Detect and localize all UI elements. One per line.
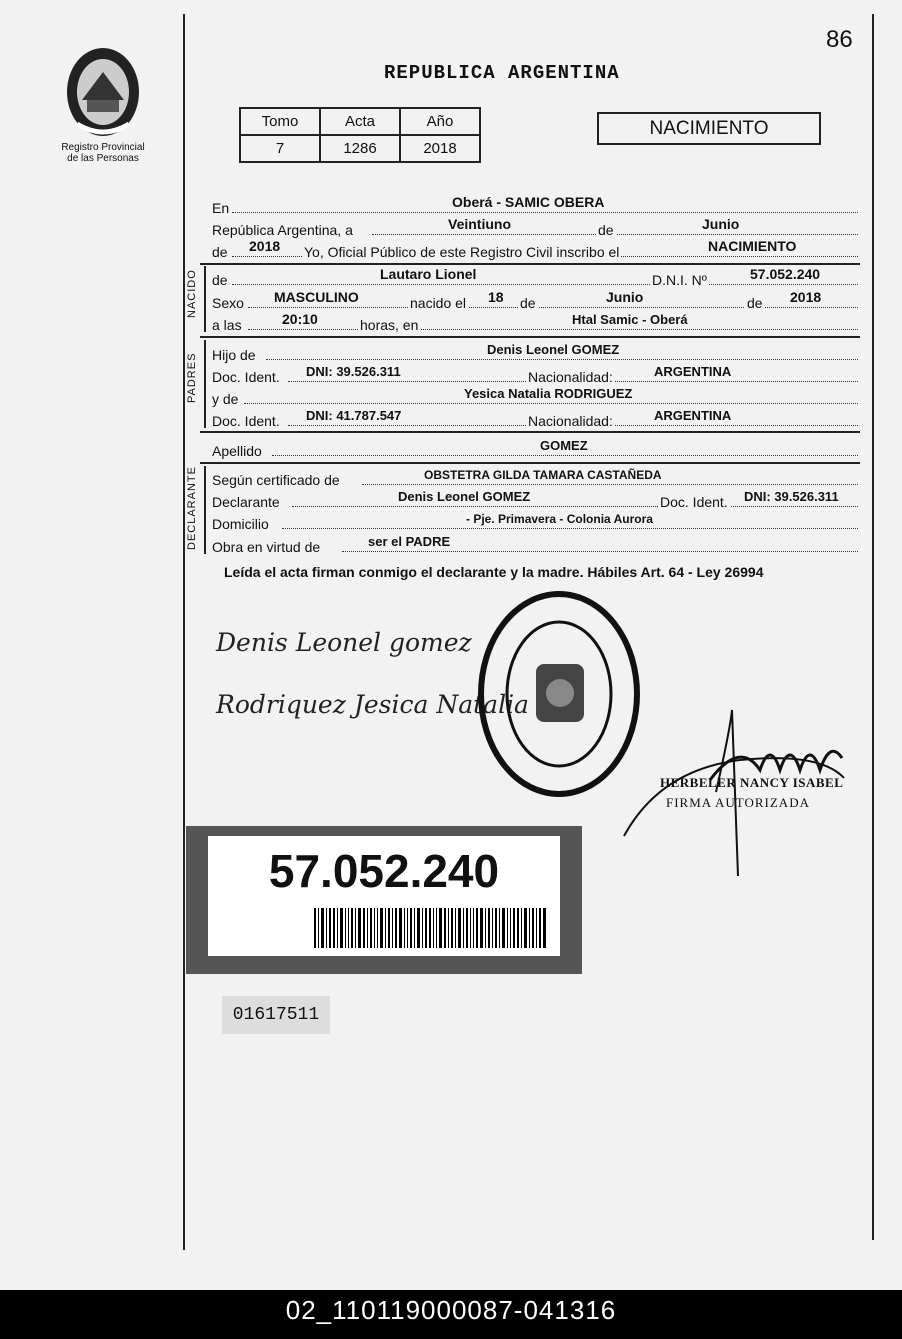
row-date: República Argentina, a Veintiuno de Junio <box>212 218 858 238</box>
divider <box>200 462 860 464</box>
barcode-bar <box>455 908 456 948</box>
serial-number: 01617511 <box>222 996 330 1034</box>
divider <box>200 431 860 433</box>
row-declarant: Declarante Denis Leonel GOMEZ Doc. Ident. DNI: 39.526.311 <box>212 490 858 510</box>
birth-time-value: 20:10 <box>282 311 318 327</box>
birth-day-value: 18 <box>488 289 504 305</box>
mother-nationality-value: ARGENTINA <box>654 408 732 423</box>
barcode-bar <box>345 908 346 948</box>
record-type-box: NACIMIENTO <box>597 112 821 145</box>
side-label-declarante: DECLARANTE <box>186 466 198 550</box>
barcode-bar <box>513 908 515 948</box>
barcode-bar <box>502 908 505 948</box>
side-label-padres: PADRES <box>186 352 198 403</box>
barcode-bar <box>473 908 474 948</box>
barcode-bar <box>543 908 546 948</box>
barcode-bar <box>329 908 331 948</box>
logo-caption: Registro Provincial de las Personas <box>61 142 145 164</box>
value-tomo: 7 <box>240 135 320 162</box>
id-number-label <box>186 826 582 974</box>
official-name: HERBELER NANCY ISABEL <box>660 775 844 790</box>
sex-value: MASCULINO <box>274 289 359 305</box>
id-number: 57.052.240 <box>268 845 500 897</box>
barcode-bar <box>410 908 412 948</box>
by-virtue-value: ser el PADRE <box>368 534 451 549</box>
registry-stamp <box>474 588 644 800</box>
barcode-bar <box>318 908 319 948</box>
barcode-bar <box>370 908 372 948</box>
declarant-dni-value: DNI: 39.526.311 <box>744 489 839 504</box>
barcode-bar <box>399 908 402 948</box>
barcode-bar <box>485 908 486 948</box>
row-address: Domicilio - Pje. Primavera - Colonia Aurora <box>212 512 858 532</box>
row-year: de 2018 Yo, Oficial Público de este Registro Civil inscribo el NACIMIENTO <box>212 240 858 260</box>
document-title: REPUBLICA ARGENTINA <box>384 62 620 84</box>
row-father-name: Hijo de Denis Leonel GOMEZ <box>212 343 858 363</box>
barcode-bar <box>510 908 511 948</box>
year-value: 2018 <box>249 238 281 254</box>
barcode-bar <box>314 908 316 948</box>
barcode-bar <box>425 908 427 948</box>
province-seal-logo <box>62 44 144 140</box>
barcode-bar <box>524 908 527 948</box>
father-signature: Denis Leonel gomez <box>216 628 472 657</box>
barcode-bar <box>422 908 423 948</box>
act-value: NACIMIENTO <box>708 238 797 254</box>
day-words-value: Veintiuno <box>448 216 511 232</box>
row-mother-name: y de Yesica Natalia RODRIGUEZ <box>212 387 858 407</box>
row-time-place: a las 20:10 horas, en Htal Samic - Oberá <box>212 313 858 333</box>
barcode-bar <box>392 908 393 948</box>
birth-month-value: Junio <box>606 289 644 305</box>
registry-table <box>239 107 481 163</box>
barcode-bar <box>414 908 415 948</box>
barcode-bar <box>521 908 522 948</box>
header-tomo: Tomo <box>240 108 320 135</box>
barcode-bar <box>458 908 461 948</box>
address-value: - Pje. Primavera - Colonia Aurora <box>466 512 653 526</box>
barcode-bar <box>448 908 449 948</box>
barcode-bar <box>358 908 361 948</box>
barcode-bar <box>367 908 368 948</box>
birth-year-value: 2018 <box>790 289 822 305</box>
barcode-bar <box>463 908 464 948</box>
barcode-bar <box>380 908 383 948</box>
declarant-value: Denis Leonel GOMEZ <box>398 489 531 504</box>
row-place: En Oberá - SAMIC OBERA <box>212 196 858 216</box>
barcode-bar <box>480 908 483 948</box>
barcode-bar <box>404 908 405 948</box>
father-name-value: Denis Leonel GOMEZ <box>487 342 620 357</box>
barcode-bar <box>374 908 375 948</box>
row-sex-birth: Sexo MASCULINO nacido el 18 de Junio de 2018 <box>212 291 858 311</box>
barcode-bar <box>340 908 343 948</box>
barcode-bar <box>492 908 493 948</box>
barcode-bar <box>476 908 478 948</box>
header-acta: Acta <box>320 108 400 135</box>
barcode-bar <box>337 908 338 948</box>
barcode-bar <box>348 908 349 948</box>
row-father-doc: Doc. Ident. DNI: 39.526.311 Nacionalidad: ARGENTINA <box>212 365 858 385</box>
certificate-by-value: OBSTETRA GILDA TAMARA CASTAÑEDA <box>424 468 662 482</box>
barcode-bar <box>470 908 471 948</box>
header-ano: Año <box>400 108 480 135</box>
barcode-bar <box>351 908 353 948</box>
barcode-bar <box>333 908 335 948</box>
row-child-name: de Lautaro Lionel D.N.I. Nº 57.052.240 <box>212 268 858 288</box>
barcode-bar <box>539 908 541 948</box>
barcode-bar <box>363 908 365 948</box>
divider <box>200 263 860 265</box>
side-label-nacido: NACIDO <box>186 269 198 318</box>
barcode-bar <box>488 908 490 948</box>
barcode-bar <box>417 908 420 948</box>
mother-name-value: Yesica Natalia RODRIGUEZ <box>464 386 633 401</box>
child-name-value: Lautaro Lionel <box>380 266 477 282</box>
scan-footer-code: 02_110119000087-041316 <box>0 1290 902 1339</box>
barcode-bar <box>326 908 327 948</box>
right-margin-line <box>872 14 874 1240</box>
father-dni-value: DNI: 39.526.311 <box>306 364 401 379</box>
barcode-bar <box>355 908 356 948</box>
left-margin-line <box>183 14 185 1250</box>
row-mother-doc: Doc. Ident. DNI: 41.787.547 Nacionalidad: ARGENTINA <box>212 409 858 429</box>
official-role: FIRMA AUTORIZADA <box>666 795 810 810</box>
row-surname: Apellido GOMEZ <box>212 439 858 459</box>
page-number: 86 <box>826 26 853 53</box>
barcode-bar <box>466 908 468 948</box>
barcode-bar <box>321 908 324 948</box>
row-certificate: Según certificado de OBSTETRA GILDA TAMARA CASTAÑEDA <box>212 468 858 488</box>
barcode-bar <box>499 908 500 948</box>
barcode-bar <box>433 908 434 948</box>
father-nationality-value: ARGENTINA <box>654 364 732 379</box>
value-ano: 2018 <box>400 135 480 162</box>
child-dni-value: 57.052.240 <box>750 266 821 282</box>
mother-signature: Rodriquez Jesica Natalia <box>216 690 529 719</box>
barcode-bar <box>377 908 378 948</box>
barcode-bar <box>529 908 530 948</box>
barcode-bar <box>429 908 431 948</box>
birth-place-value: Htal Samic - Oberá <box>572 312 688 327</box>
barcode-bar <box>507 908 508 948</box>
row-by-virtue: Obra en virtud de ser el PADRE <box>212 535 858 555</box>
closing-statement: Leída el acta firman conmigo el declarante y la madre. Hábiles Art. 64 - Ley 26994 <box>224 564 764 580</box>
barcode-bar <box>532 908 534 948</box>
barcode-bar <box>395 908 397 948</box>
barcode-bar <box>385 908 386 948</box>
value-acta: 1286 <box>320 135 400 162</box>
barcode-bar <box>439 908 442 948</box>
mother-dni-value: DNI: 41.787.547 <box>306 408 402 423</box>
surname-value: GOMEZ <box>540 438 588 453</box>
barcode-bar <box>451 908 453 948</box>
barcode-bar <box>536 908 537 948</box>
place-value: Oberá - SAMIC OBERA <box>452 194 605 210</box>
barcode-bar <box>444 908 446 948</box>
month-value: Junio <box>702 216 740 232</box>
barcode <box>314 908 550 948</box>
barcode-bar <box>407 908 408 948</box>
barcode-bar <box>517 908 519 948</box>
barcode-bar <box>436 908 437 948</box>
barcode-bar <box>388 908 390 948</box>
barcode-bar <box>495 908 497 948</box>
divider <box>200 336 860 338</box>
